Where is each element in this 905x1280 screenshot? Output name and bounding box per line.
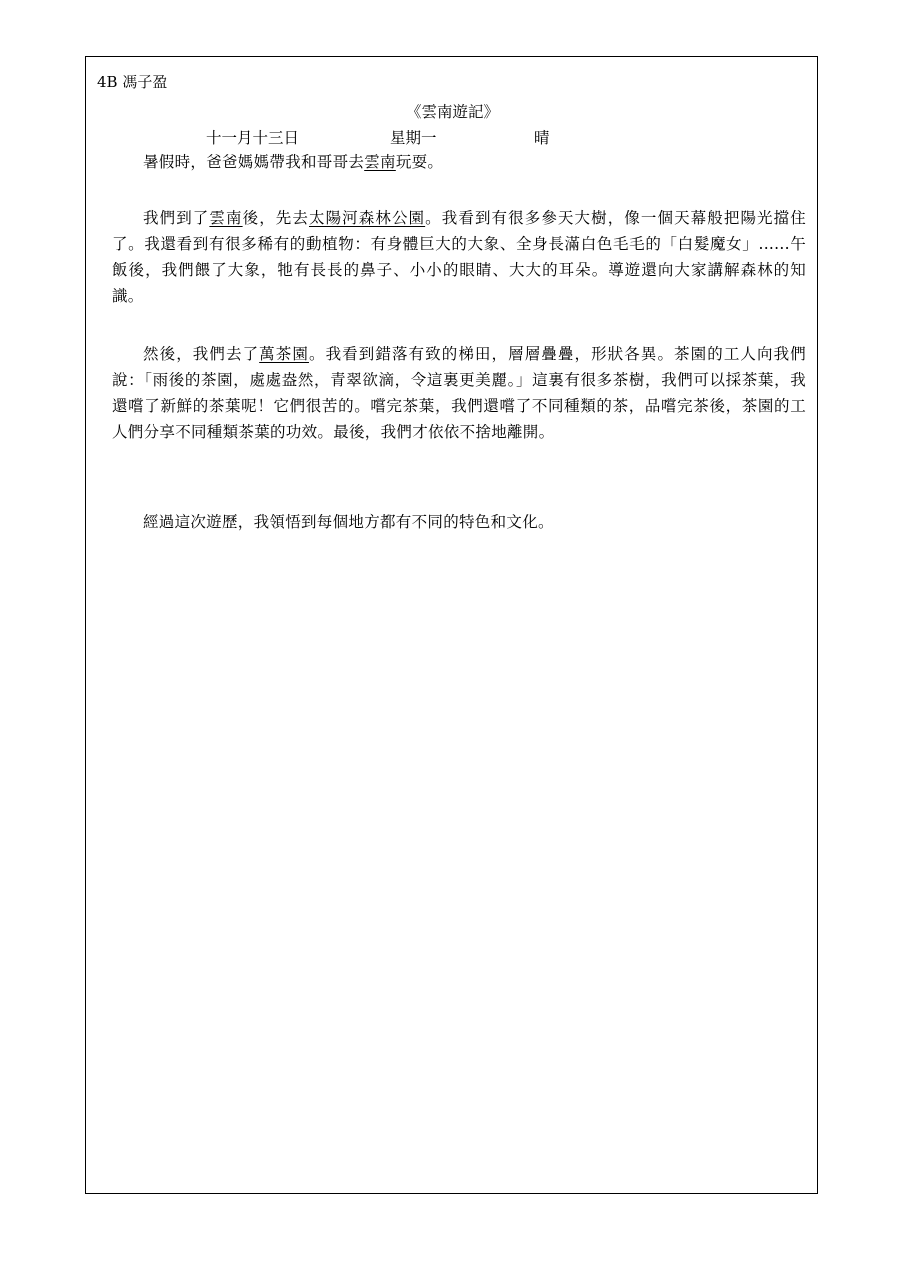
paragraph-3-text-2: 。我看到錯落有致的梯田，層層疊疊，形狀各異。茶園的工人向我們說：「雨後的茶園，處處盎然，青翠欲滴，令這裏更美麗。」這裏有很多茶樹，我們可以採茶葉，我還嚐了新鮮的茶葉呢！它們很苦的。嚐完茶葉，我們還嚐了不同種類的茶，品嚐完茶後，茶園的工人們分享不同種類茶葉的功效。最後，我們才依依不捨地離開。 [112,345,806,441]
weekday-text: 星期一 [390,129,437,147]
weather-text: 晴 [534,129,550,147]
place-name-yunnan: 雲南 [364,153,396,171]
place-name-tea-garden: 萬茶園 [259,345,309,363]
paragraph-4-text-1: 經過這次遊歷，我領悟到每個地方都有不同的特色和文化。 [143,513,554,531]
paragraph-3-text-1: 然後，我們去了 [143,345,260,363]
date-text: 十一月十三日 [206,129,300,147]
place-name-yunnan: 雲南 [209,209,243,227]
paragraph-2 [112,205,806,309]
paragraph-1-text-2: 玩耍。 [395,153,444,171]
place-name-forest-park: 太陽河森林公園 [308,209,426,227]
paragraph-2-text-3: 。我看到有很多參天大樹，像一個天幕般把陽光擋住了。我還看到有很多稀有的動植物：有身體巨大的大象、全身長滿白色毛毛的「白髮魔女」......午飯後，我們餵了大象，牠有長長的鼻子、小小的眼睛、大大的耳朵。導遊還向大家講解森林的知識。 [112,209,807,305]
paragraph-1 [112,149,806,175]
paragraph-4 [112,509,806,535]
paragraph-3 [112,341,806,445]
author-label: 4B 馮子盈 [97,73,168,91]
essay-title: 《雲南遊記》 [405,103,499,121]
paragraph-1-text-1: 暑假時，爸爸媽媽帶我和哥哥去 [143,153,365,171]
paragraph-2-text-1: 我們到了 [143,209,210,227]
paragraph-2-text-2: 後，先去 [242,209,309,227]
